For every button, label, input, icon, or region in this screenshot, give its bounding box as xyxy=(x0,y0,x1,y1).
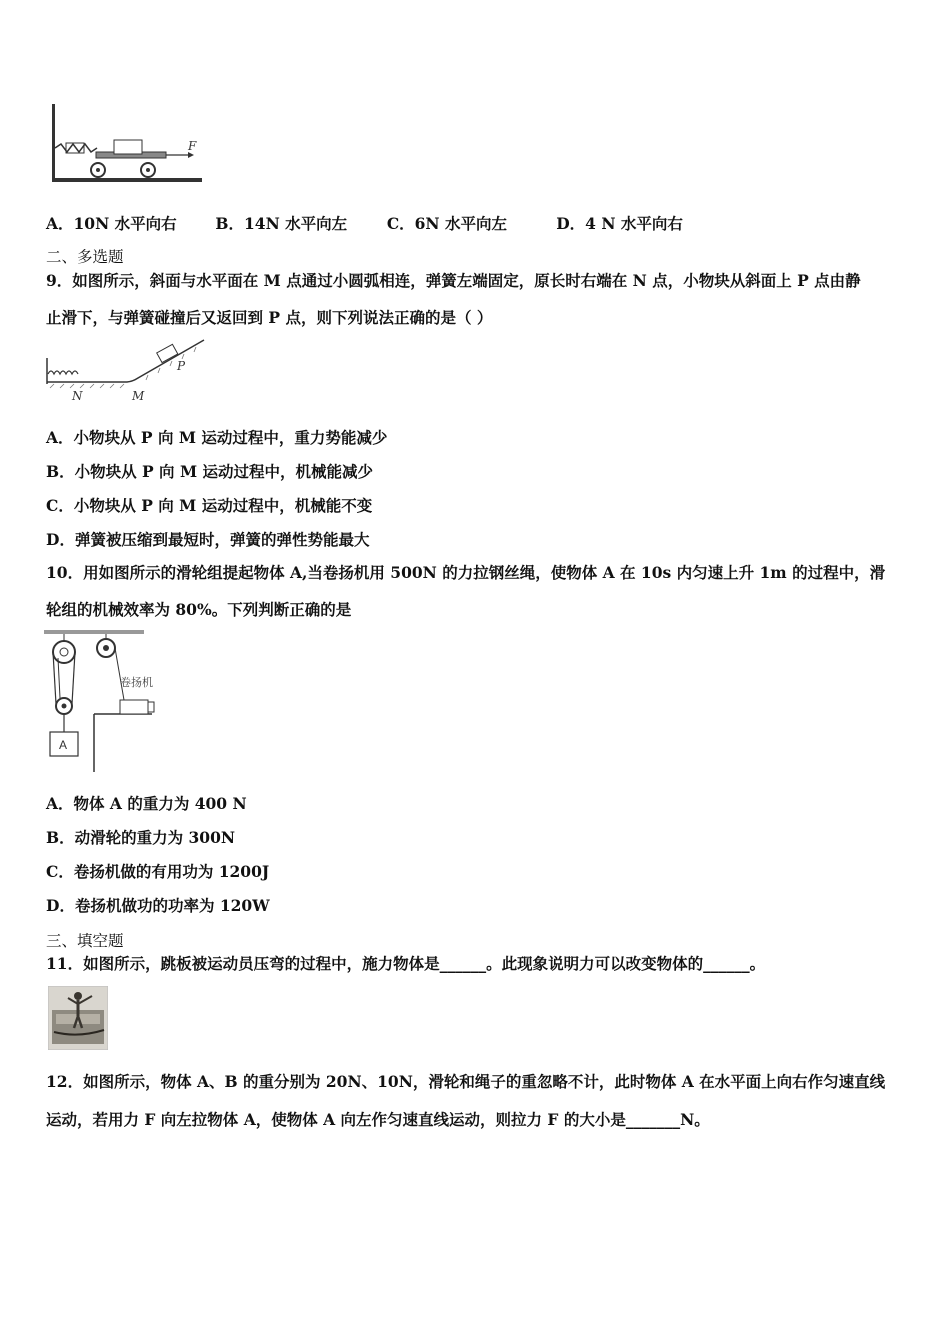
q9-option-b[interactable]: B．小物块从 P 向 M 运动过程中，机械能减少 xyxy=(46,462,373,481)
q10-stem-line1: 10．用如图所示的滑轮组提起物体 A,当卷扬机用 500N 的力拉钢丝绳，使物体 A 在 10s 内匀速上升 1m 的过程中，滑 xyxy=(46,563,886,582)
q10-stem-line2: 轮组的机械效率为 80%。下列判断正确的是 xyxy=(46,600,352,619)
q8-options xyxy=(46,212,683,234)
q12-stem-line2: 运动，若用力 F 向左拉物体 A，使物体 A 向左作匀速直线运动，则拉力 F 的大小是_______N。 xyxy=(46,1110,710,1129)
block-a-label: A xyxy=(59,738,68,752)
label-n: N xyxy=(72,389,83,403)
q11-stem: 11．如图所示，跳板被运动员压弯的过程中，施力物体是______。此现象说明力可以改变物体的______。 xyxy=(46,954,766,973)
cart-spring-figure xyxy=(48,100,208,190)
q9-option-c[interactable]: C．小物块从 P 向 M 运动过程中，机械能不变 xyxy=(46,496,373,515)
q12-stem-line1: 12．如图所示，物体 A、B 的重分别为 20N、10N，滑轮和绳子的重忽略不计，此时物体 A 在水平面上向右作匀速直线 xyxy=(46,1072,886,1091)
q8-option-d[interactable]: D．4 N 水平向右 xyxy=(556,214,683,233)
q10-option-d[interactable]: D．卷扬机做功的功率为 120W xyxy=(46,896,270,915)
q8-option-c[interactable]: C．6N 水平向左 xyxy=(386,214,507,233)
pulley-winch-figure xyxy=(44,628,184,774)
section-title-fill-blank: 三、填空题 xyxy=(46,932,124,950)
label-m: M xyxy=(132,389,145,403)
q9-option-d[interactable]: D．弹簧被压缩到最短时，弹簧的弹性势能最大 xyxy=(46,530,370,549)
q9-option-a[interactable]: A．小物块从 P 向 M 运动过程中，重力势能减少 xyxy=(46,428,388,447)
incline-spring-figure xyxy=(44,338,214,404)
q9-stem-line2: 止滑下，与弹簧碰撞后又返回到 P 点，则下列说法正确的是（ ） xyxy=(46,308,493,327)
force-label: F xyxy=(188,139,197,153)
q10-option-b[interactable]: B．动滑轮的重力为 300N xyxy=(46,828,236,847)
label-p: P xyxy=(177,359,186,373)
section-title-multiple-choice: 二、多选题 xyxy=(46,248,124,266)
diver-photo xyxy=(48,986,108,1050)
winch-label: 卷扬机 xyxy=(120,676,153,689)
q10-option-c[interactable]: C．卷扬机做的有用功为 1200J xyxy=(46,862,270,881)
q8-option-a[interactable]: A．10N 水平向右 xyxy=(46,214,177,233)
q8-option-b[interactable]: B．14N 水平向左 xyxy=(215,214,348,233)
q9-stem-line1: 9．如图所示，斜面与水平面在 M 点通过小圆弧相连，弹簧左端固定，原长时右端在 N 点，小物块从斜面上 P 点由静 xyxy=(46,271,861,290)
q10-option-a[interactable]: A．物体 A 的重力为 400 N xyxy=(46,794,247,813)
